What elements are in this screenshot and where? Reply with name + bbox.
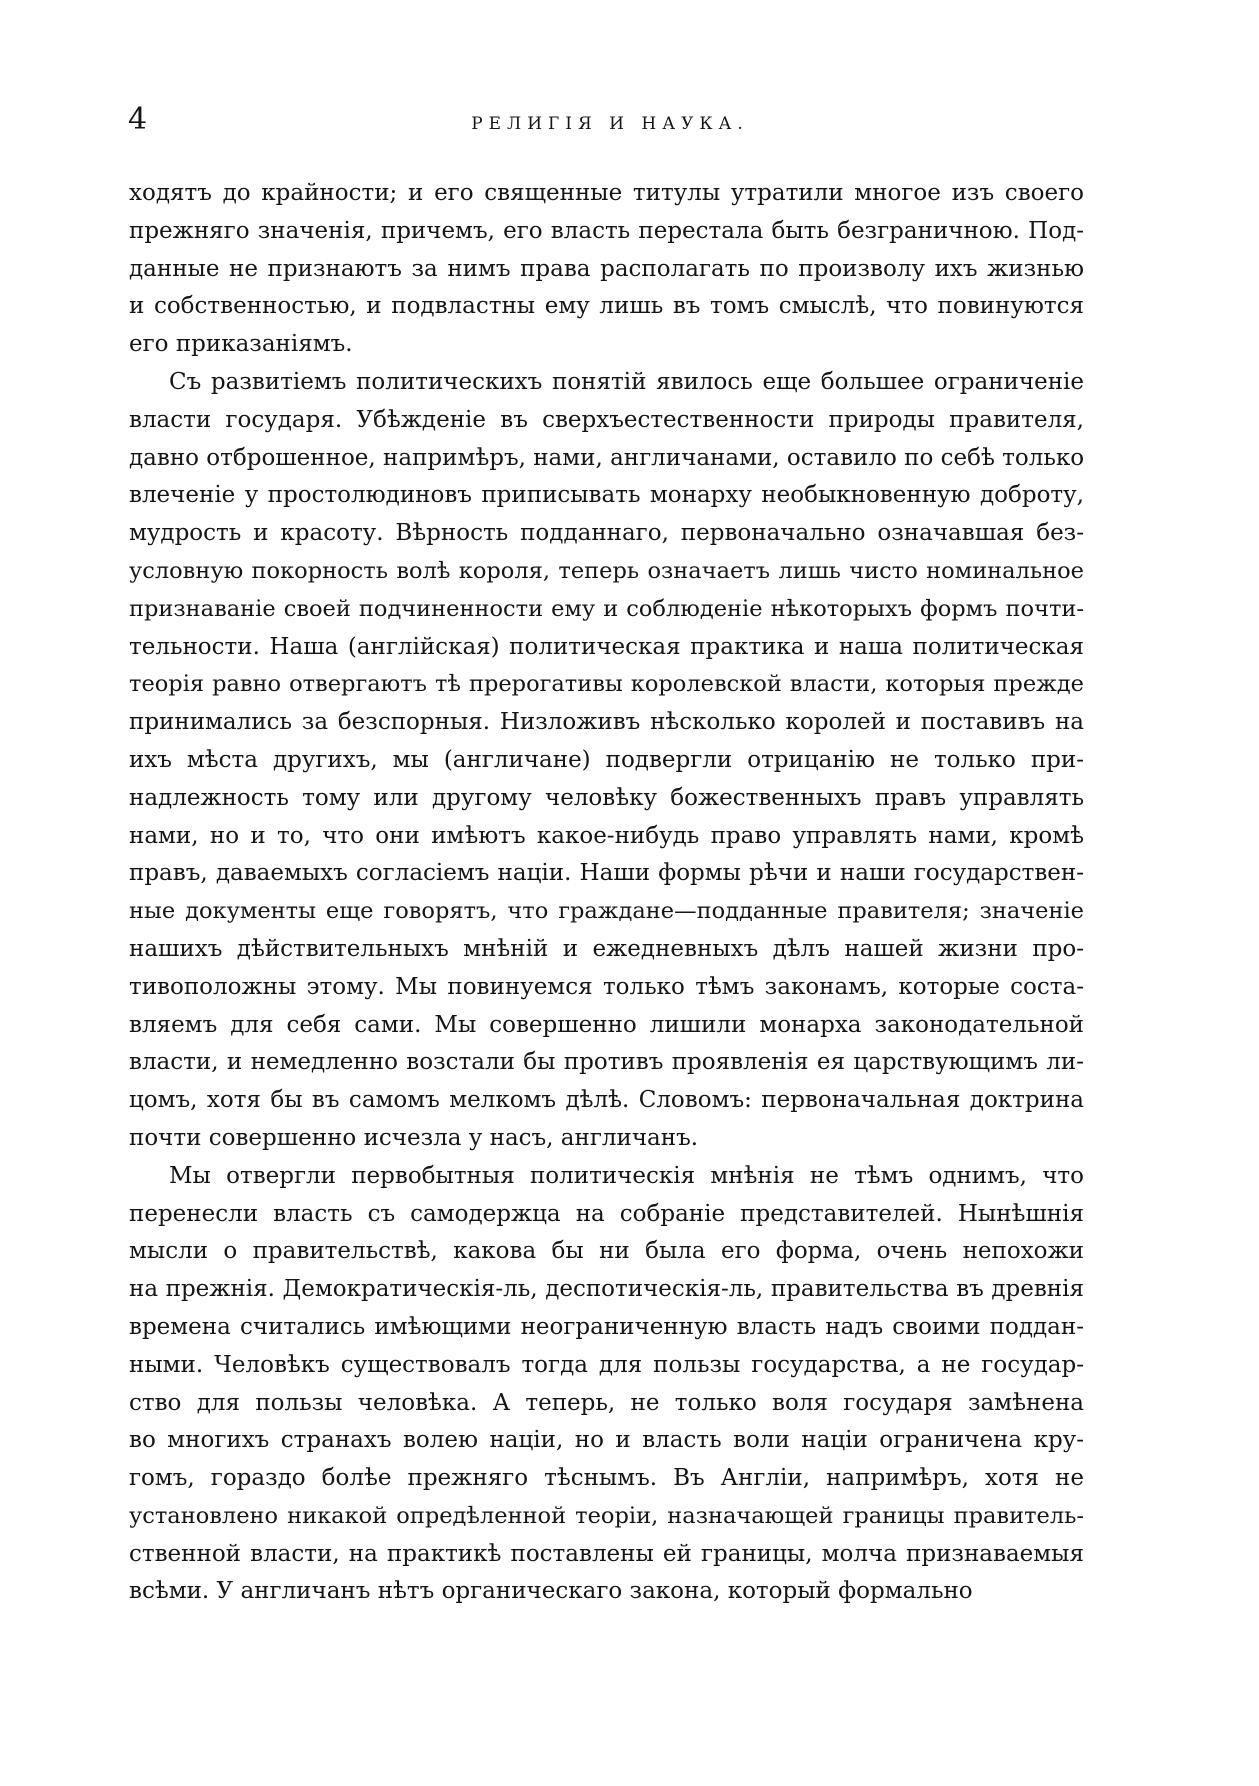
text-line: надлежность тому или другому человѣку божественныхъ правъ управлять bbox=[129, 784, 1084, 811]
text-line: мудрость и красоту. Вѣрность подданнаго, первоначально означавшая без- bbox=[129, 520, 1084, 547]
text-line: тельности. Наша (англійская) политическая практика и наша политическая bbox=[129, 633, 1084, 660]
body-text bbox=[129, 175, 1084, 1611]
text-line: цомъ, хотя бы въ самомъ мелкомъ дѣлѣ. Словомъ: первоначальная доктрина bbox=[129, 1087, 1084, 1114]
text-line: вляемъ для себя сами. Мы совершенно лишили монарха законодательной bbox=[129, 1011, 1084, 1038]
text-line: на прежнія. Демократическія-ль, деспотическія-ль, правительства въ древнія bbox=[129, 1276, 1084, 1303]
text-line: тивоположны этому. Мы повинуемся только тѣмъ законамъ, которые соста- bbox=[129, 973, 1084, 1000]
text-line: всѣми. У англичанъ нѣтъ органическаго закона, который формально bbox=[129, 1578, 973, 1605]
text-line: ные документы еще говорятъ, что граждане—подданные правителя; значеніе bbox=[129, 898, 1084, 925]
paragraph bbox=[129, 364, 1084, 1158]
paragraph bbox=[129, 1158, 1084, 1612]
text-line: ство для пользы человѣка. А теперь, не только воля государя замѣнена bbox=[129, 1389, 1084, 1416]
text-line: принимались за безспорныя. Низложивъ нѣсколько королей и поставивъ на bbox=[129, 709, 1084, 736]
text-line: власти государя. Убѣжденіе въ сверхъестественности природы правителя, bbox=[129, 406, 1084, 433]
text-line: перенесли власть съ самодержца на собраніе представителей. Нынѣшнія bbox=[129, 1200, 1084, 1227]
text-line: во многихъ странахъ волею націи, но и власть воли націи ограничена кру- bbox=[129, 1427, 1084, 1454]
text-line: времена считались имѣющими неограниченную власть надъ своими поддан- bbox=[129, 1313, 1084, 1340]
text-line: условную покорность волѣ короля, теперь означаетъ лишь чисто номинальное bbox=[129, 557, 1084, 584]
text-line: нашихъ дѣйствительныхъ мнѣній и ежедневныхъ дѣлъ нашей жизни про- bbox=[129, 935, 1084, 962]
text-line: признаваніе своей подчиненности ему и соблюденіе нѣкоторыхъ формъ почти- bbox=[129, 595, 1084, 622]
text-line: его приказаніямъ. bbox=[129, 331, 353, 358]
text-line: ходятъ до крайности; и его священные титулы утратили многое изъ своего bbox=[129, 180, 1084, 206]
text-line: теорія равно отвергаютъ тѣ прерогативы королевской власти, которыя прежде bbox=[129, 671, 1084, 698]
paragraph bbox=[129, 175, 1084, 364]
text-line: нами, но и то, что они имѣютъ какое-нибудь право управлять нами, кромѣ bbox=[129, 822, 1084, 849]
text-line: прежняго значенія, причемъ, его власть перестала быть безграничною. Под- bbox=[129, 217, 1084, 244]
running-title: РЕЛИГІЯ И НАУКА. bbox=[471, 114, 749, 134]
text-line: установлено никакой опредѣленной теоріи, назначающей границы правитель- bbox=[129, 1502, 1084, 1529]
text-line: давно отброшенное, напримѣръ, нами, англичанами, оставило по себѣ только bbox=[129, 444, 1085, 471]
text-line: и собственностью, и подвластны ему лишь въ томъ смыслѣ, что повинуются bbox=[129, 293, 1084, 320]
text-line: влеченіе у простолюдиновъ приписывать монарху необыкновенную доброту, bbox=[129, 482, 1084, 509]
text-line: власти, и немедленно возстали бы противъ проявленія ея царствующимъ ли- bbox=[129, 1049, 1084, 1076]
text-line: ственной власти, на практикѣ поставлены ей границы, молча признаваемыя bbox=[129, 1540, 1084, 1567]
text-line: гомъ, гораздо болѣе прежняго тѣснымъ. Въ Англіи, напримѣръ, хотя не bbox=[129, 1465, 1084, 1492]
text-line: правъ, даваемыхъ согласіемъ націи. Наши формы рѣчи и наши государствен- bbox=[129, 860, 1084, 887]
text-line: данные не признаютъ за нимъ права располагать по произволу ихъ жизнью bbox=[129, 255, 1084, 282]
text-line: ными. Человѣкъ существовалъ тогда для пользы государства, а не государ- bbox=[129, 1351, 1084, 1378]
text-line: Съ развитіемъ политическихъ понятій явилось еще большее ограниченіе bbox=[169, 368, 1084, 395]
text-line: Мы отвергли первобытныя политическія мнѣнія не тѣмъ однимъ, что bbox=[169, 1162, 1084, 1189]
text-line: ихъ мѣста другихъ, мы (англичане) подвергли отрицанію не только при- bbox=[129, 746, 1084, 773]
text-line: мысли о правительствѣ, какова бы ни была его форма, очень непохожи bbox=[129, 1238, 1084, 1265]
text-line: почти совершенно исчезла у насъ, англичанъ. bbox=[129, 1124, 699, 1151]
page-number: 4 bbox=[128, 102, 148, 137]
